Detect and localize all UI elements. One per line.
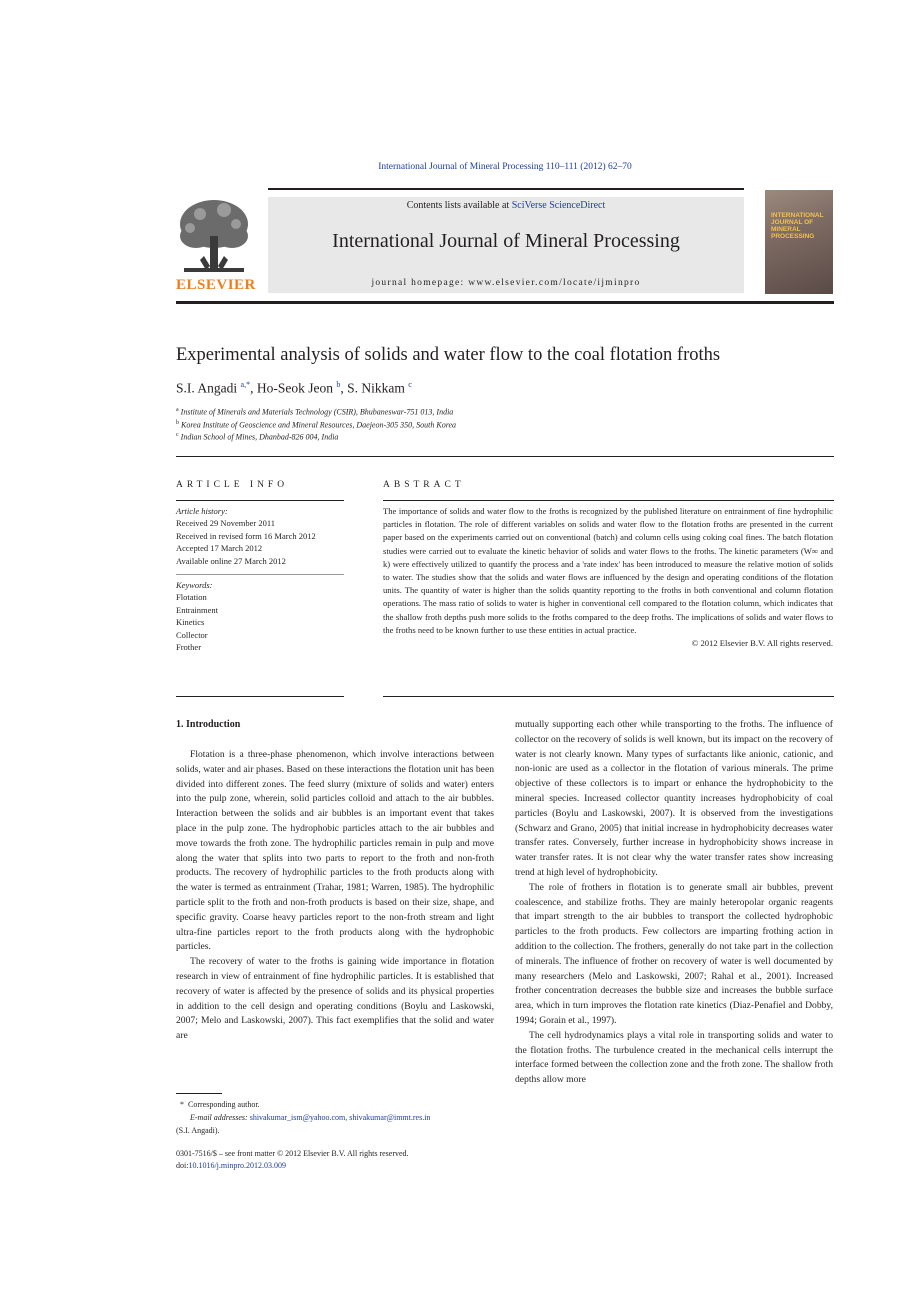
journal-citation[interactable]: International Journal of Mineral Processing 110–111 (2012) 62–70 bbox=[378, 162, 632, 172]
affiliation-mark: b bbox=[176, 420, 179, 426]
contents-prefix: Contents lists available at bbox=[406, 200, 512, 211]
doi-line bbox=[176, 1160, 286, 1173]
header-bottom-rule bbox=[176, 301, 834, 304]
journal-title: International Journal of Mineral Processing bbox=[332, 230, 680, 252]
keywords-heading: Keywords: bbox=[176, 580, 213, 590]
section-divider bbox=[176, 456, 834, 457]
cover-title-line: MINERAL bbox=[771, 226, 801, 233]
keywords-rule bbox=[176, 574, 344, 575]
keyword: Frother bbox=[176, 642, 202, 653]
history-item: Available online 27 March 2012 bbox=[176, 555, 286, 566]
affiliation-text: Korea Institute of Geoscience and Mineral Resources, Daejeon-305 350, South Korea bbox=[181, 420, 457, 430]
abstract bbox=[383, 505, 833, 650]
doi-link[interactable]: 10.1016/j.minpro.2012.03.009 bbox=[188, 1161, 287, 1170]
paragraph: The recovery of water to the froths is gaining wide importance in flotation research in view of entrainment of fine hydrophilic particles. It is established that recovery of water is affected by the presence of solids and its physical properties in addition to the cell design and operating conditions (Boylu and Laskowski, 2007; Melo and Laskowski, 2007). This fact exemplifies that the solid and water are bbox=[176, 956, 494, 1042]
header-top-rule bbox=[268, 188, 744, 190]
author-affiliation-mark[interactable]: a,* bbox=[240, 380, 251, 389]
author-name: Ho-Seok Jeon bbox=[256, 380, 333, 396]
article-title: Experimental analysis of solids and water flow to the coal flotation froths bbox=[176, 345, 721, 365]
journal-homepage bbox=[268, 278, 744, 288]
homepage-label: journal homepage: bbox=[371, 278, 469, 288]
author-list bbox=[176, 380, 412, 397]
affiliation-text: Indian School of Mines, Dhanbad-826 004, India bbox=[180, 432, 339, 442]
article-info-rule bbox=[176, 500, 344, 501]
article-info-label: ARTICLE INFO bbox=[176, 480, 289, 490]
email-owner: (S.I. Angadi). bbox=[176, 1126, 220, 1135]
cover-title-line: INTERNATIONAL JOURNAL OF bbox=[771, 212, 824, 226]
paragraph: Flotation is a three-phase phenomenon, which involve interactions between solids, water and air phases. Based on these interactions the flotation unit has been divided into different zones. The feed slurry (mixture of solids and water) enters into the pulp zone, wherein, solid particles colloid and attach to the air bubbles. Interaction between the solids and air bubbles is an important event that takes place in the pulp zone. The hydrophobic particles attach to the air bubbles and move towards the froth zone. The hydrophilic particles remain in pulp and move along the water that splits into two parts to report to the froth and non-froth products. The recovery of hydrophilic particles to the froth products along with the water is termed as entrainment (Trahar, 1981; Warren, 1985). The hydrophilic particle split to the froth and non-froth products is based on their size, shape, and specific gravity. Coarse heavy particles report to the non-froth stream and light ultra-fine particles report to the froth products along with the hydrophobic particles. bbox=[176, 749, 494, 953]
paragraph: The cell hydrodynamics plays a vital role in transporting solids and water to the flotation froths. The turbulence created in the mechanical cells interrupt the interface formed between the collection zone and the froth zone. The shallow froth depths allow more bbox=[515, 1029, 833, 1086]
right-column bbox=[515, 718, 833, 1088]
cover-title-line: PROCESSING bbox=[771, 233, 815, 240]
sciencedirect-link[interactable]: SciVerse ScienceDirect bbox=[511, 200, 606, 211]
doi-prefix: doi: bbox=[176, 1161, 189, 1170]
journal-banner bbox=[268, 197, 744, 293]
homepage-url[interactable]: www.elsevier.com/locate/ijminpro bbox=[468, 278, 641, 288]
affiliation bbox=[176, 407, 453, 417]
abstract-text: The importance of solids and water flow to the froths is recognized by the published literature on entrainment of fine hydrophilic particles in flotation. The role of different variables on solids and water flow to the flotation froths are presented in the current paper based on the experiments carried out on conventional (batch) and column cells using coking coal fines. The batch flotation studies were carried out to evaluate the kinetic behavior of solids and water flows to the froths. The kinetic parameters (W∞ and k) were effectively utilized to quantify the process and a 'rate index' has been introduced to measure the relative motion of solids to water. The studies show that the solids and water flows are influenced by the design and operating conditions of the flotation units. The quantity of water is higher than the solids quantity reporting to the froths in both conventional and column flotation operations. The mass ratio of solids to water is higher in conventional cell compared to the flotation column, which indicates that the shallow froth depths push more solids to the froths compared to the deep froths. The implications of solids and water flows to the froths need to be known further to use these entities in actual practice. bbox=[383, 506, 833, 635]
abstract-end-rule bbox=[383, 696, 834, 697]
footnote-rule bbox=[176, 1093, 222, 1094]
affiliation bbox=[176, 432, 338, 442]
paragraph: The role of frothers in flotation is to generate small air bubbles, prevent coalescence, and stabilize froths. They are mainly heteropolar organic reagents that impart strength to the air bubbles to transport the collected hydrophobic particles to the froth products. Few collectors are imparting frothing action in addition to the collection. The frothers, generally do not take part in the collection of minerals. The influence of frother on recovery of water is well documented by many researchers (Melo and Laskowski, 2007; Rahal et al., 2001). Increased frother concentration decreases the bubble size and increases the bubble surface area, which in turn improves the flotation rate kinetics (Diaz-Penafiel and Dobby, 1994; Gorain et al., 1997). bbox=[515, 881, 833, 1026]
affiliation bbox=[176, 420, 456, 430]
section-heading: 1. Introduction bbox=[176, 719, 241, 730]
history-item: Received 29 November 2011 bbox=[176, 518, 276, 529]
corresponding-text: Corresponding author. bbox=[188, 1100, 260, 1109]
author-separator: , bbox=[340, 380, 348, 396]
left-column bbox=[176, 748, 494, 1044]
front-matter: 0301-7516/$ – see front matter © 2012 Elsevier B.V. All rights reserved. bbox=[176, 1149, 409, 1158]
affiliation-mark: c bbox=[176, 432, 179, 438]
history-item: Received in revised form 16 March 2012 bbox=[176, 530, 316, 541]
keywords bbox=[176, 579, 218, 653]
journal-cover-thumbnail bbox=[765, 190, 833, 294]
author-name: S.I. Angadi bbox=[176, 380, 238, 396]
email-addresses[interactable]: shivakumar_ism@yahoo.com, shivakumar@immt.res.in bbox=[249, 1113, 431, 1122]
article-history bbox=[176, 505, 316, 567]
history-item: Accepted 17 March 2012 bbox=[176, 543, 263, 554]
abstract-label: ABSTRACT bbox=[383, 480, 465, 490]
corresponding-author-note bbox=[180, 1099, 260, 1112]
article-info-end-rule bbox=[176, 696, 344, 697]
copyright: © 2012 Elsevier B.V. All rights reserved. bbox=[691, 638, 833, 649]
email-label: E-mail addresses: bbox=[190, 1113, 248, 1122]
author-affiliation-mark[interactable]: c bbox=[408, 380, 412, 389]
email-note bbox=[190, 1112, 430, 1125]
cover-title bbox=[771, 212, 829, 240]
keyword: Kinetics bbox=[176, 617, 205, 628]
author-affiliation-mark[interactable]: b bbox=[336, 380, 341, 389]
footnote-mark: * bbox=[180, 1100, 184, 1109]
abstract-rule bbox=[383, 500, 834, 501]
affiliation-text: Institute of Minerals and Materials Technology (CSIR), Bhubaneswar-751 013, India bbox=[180, 407, 454, 417]
author-name: S. Nikkam bbox=[347, 380, 405, 396]
history-heading: Article history: bbox=[176, 506, 228, 516]
paragraph: mutually supporting each other while transporting to the froths. The influence of collector on the recovery of solids is well known, but its impact on the recovery of water is not clearly known. Many types of surfactants like anionic, cationic, and non-ionic are used as a collector in the flotation of various minerals. The prime objective of these collectors is to impart or enhance the hydrophobicity to the mineral species. Increased collector quantity increases hydrophobicity of coal particles (Boylu and Laskowski, 2007). It is observed from the investigations (Schwarz and Grano, 2005) that initial increase in hydrophobicity decreases water transfer rates. Conversely, further increase in hydrophobicity shows increase in water transfer rates. It is not clear why the water transfer rates show increasing trend at high level of hydrophobicity. bbox=[515, 719, 833, 878]
keyword: Collector bbox=[176, 629, 208, 640]
contents-line bbox=[268, 200, 744, 211]
affiliation-mark: a bbox=[176, 407, 179, 413]
publisher-name: ELSEVIER bbox=[176, 277, 256, 293]
keyword: Flotation bbox=[176, 592, 207, 603]
author-separator: , bbox=[250, 380, 257, 396]
keyword: Entrainment bbox=[176, 604, 219, 615]
